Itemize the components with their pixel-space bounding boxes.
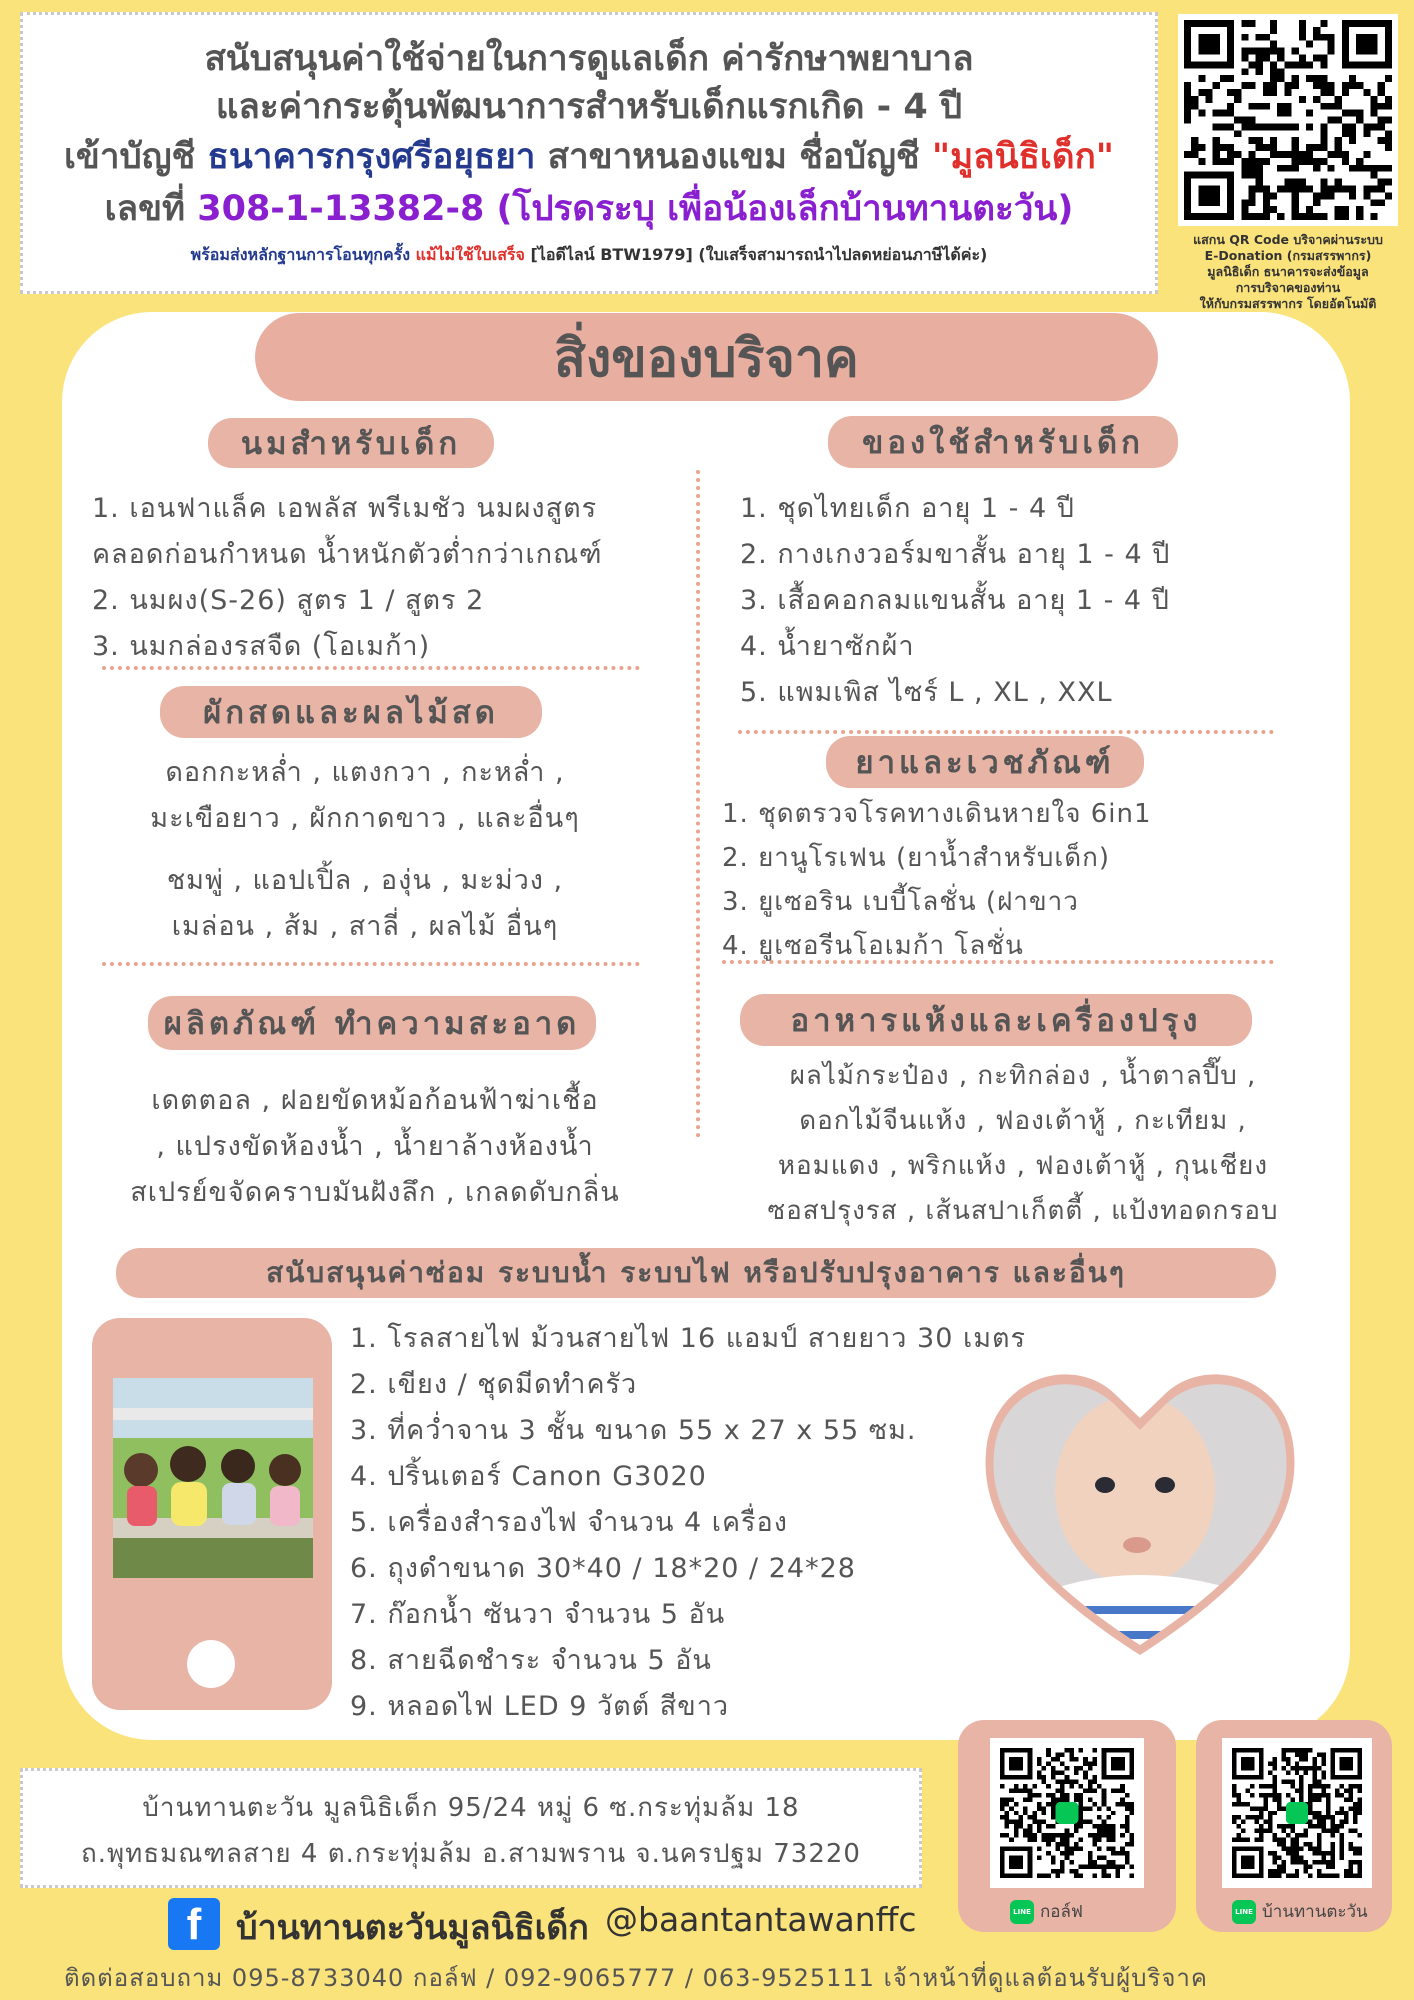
list-item: 3. ยูเซอริน เบบี้โลชั่น (ฝาขาว xyxy=(722,887,1079,917)
list-item: 3. นมกล่องรสจืด (โอเมก้า) xyxy=(92,631,431,662)
line-qr-code-baantantawan[interactable] xyxy=(1222,1738,1372,1888)
line-icon: LINE xyxy=(1010,1900,1034,1924)
list-item: 6. ถุงดำขนาด 30*40 / 18*20 / 24*28 xyxy=(350,1553,856,1584)
medicine-heading: ยาและเวชภัณฑ์ xyxy=(826,736,1144,788)
cleaning-list xyxy=(75,1078,675,1216)
facebook-page-name[interactable]: บ้านทานตะวันมูลนิธิเด็ก xyxy=(236,1908,589,1948)
produce-heading: ผักสดและผลไม้สด xyxy=(160,686,542,738)
line-qr-code-golf[interactable] xyxy=(990,1738,1144,1888)
text-line: ชมพู่ , แอปเปิ้ล , องุ่น , มะม่วง , xyxy=(166,865,564,896)
account-prefix: เลขที่ xyxy=(104,189,198,229)
address-box xyxy=(20,1768,922,1888)
supplies-list xyxy=(740,486,1170,716)
list-item: 9. หลอดไฟ LED 9 วัตต์ สีขาว xyxy=(350,1691,730,1722)
facebook-handle[interactable]: @baantantawanffc xyxy=(605,1900,917,1939)
facebook-icon[interactable]: f xyxy=(168,1898,220,1950)
produce-vegetables xyxy=(75,750,655,842)
qr-caption xyxy=(1168,232,1408,312)
list-item: 7. ก๊อกน้ำ ซันวา จำนวน 5 อัน xyxy=(350,1599,726,1630)
list-item: 1. เอนฟาแล็ค เอพลัส พรีเมชัว นมผงสูตร xyxy=(92,493,598,524)
page-title: สิ่งของบริจาค xyxy=(255,313,1158,401)
header-box xyxy=(20,12,1158,294)
bank-name: ธนาคารกรุงศรีอยุธยา xyxy=(207,137,536,177)
repair-list xyxy=(350,1316,1026,1730)
text-line: เดตตอล , ฝอยขัดหม้อก้อนฟ้าฆ่าเชื้อ xyxy=(151,1085,599,1116)
divider xyxy=(102,962,640,966)
milk-list xyxy=(92,486,603,670)
produce-fruits xyxy=(75,858,655,950)
list-item: 1. ชุดไทยเด็ก อายุ 1 - 4 ปี xyxy=(740,493,1075,524)
line-label-golf xyxy=(1010,1898,1083,1925)
qr-caption-line: การบริจาคของท่าน xyxy=(1235,280,1341,295)
qr-caption-line: มูลนิธิเด็ก ธนาคารจะส่งข้อมูล xyxy=(1207,264,1369,279)
bank-prefix: เข้าบัญชี xyxy=(63,137,208,177)
line-label-baantantawan xyxy=(1232,1898,1368,1925)
qr-caption-line: E-Donation (กรมสรรพากร) xyxy=(1204,248,1372,263)
list-item: คลอดก่อนกำหนด น้ำหนักตัวต่ำกว่าเกณฑ์ xyxy=(92,539,603,570)
divider xyxy=(102,666,640,670)
list-item: 8. สายฉีดชำระ จำนวน 5 อัน xyxy=(350,1645,712,1676)
edonation-qr-code[interactable] xyxy=(1178,14,1398,226)
text-line: ผลไม้กระป๋อง , กะทิกล่อง , น้ำตาลปี๊บ , xyxy=(789,1061,1257,1091)
divider xyxy=(722,960,1274,964)
line-contact-name: กอล์ฟ xyxy=(1040,1902,1083,1922)
text-line: สเปรย์ขจัดคราบมันฝังลึก , เกลดดับกลิ่น xyxy=(130,1177,620,1208)
list-item: 4. ยูเซอรีนโอเมก้า โลชั่น xyxy=(722,931,1024,961)
branch-text: สาขาหนองแขม ชื่อบัญชี xyxy=(535,137,932,177)
list-item: 5. แพมเพิส ไซร์ L , XL , XXL xyxy=(740,677,1113,708)
milk-heading: นมสำหรับเด็ก xyxy=(208,418,494,468)
cleaning-heading: ผลิตภัณฑ์ ทำความสะอาด xyxy=(148,996,596,1050)
account-number: 308-1-13382-8 (โปรดระบุ เพื่อน้องเล็กบ้านทานตะวัน) xyxy=(197,189,1074,229)
text-line: ดอกกะหล่ำ , แตงกวา , กะหล่ำ , xyxy=(165,757,565,788)
account-number-line xyxy=(23,183,1155,235)
transfer-note-a: พร้อมส่งหลักฐานการโอนทุกครั้ง xyxy=(190,245,416,264)
list-item: 2. กางเกงวอร์มขาสั้น อายุ 1 - 4 ปี xyxy=(740,539,1171,570)
contact-line: ติดต่อสอบถาม 095-8733040 กอล์ฟ / 092-9065777 / 063-9525111 เจ้าหน้าที่ดูแลต้อนรับผู้บริจาค xyxy=(64,1964,1208,1992)
list-item: 1. ชุดตรวจโรคทางเดินหายใจ 6in1 xyxy=(722,799,1152,829)
supplies-heading: ของใช้สำหรับเด็ก xyxy=(828,416,1178,468)
text-line: หอมแดง , พริกแห้ง , ฟองเต้าหู้ , กุนเชียง xyxy=(777,1151,1269,1181)
transfer-note-c: [ไอดีไลน์ BTW1979] (ใบเสร็จสามารถนำไปลดหย่อนภาษีได้ค่ะ) xyxy=(524,245,988,264)
list-item: 2. ยานูโรเฟน (ยาน้ำสำหรับเด็ก) xyxy=(722,843,1111,873)
divider xyxy=(738,730,1274,734)
dry-food-heading: อาหารแห้งและเครื่องปรุง xyxy=(740,994,1252,1046)
children-photo xyxy=(113,1378,313,1578)
baby-photo-heart xyxy=(985,1360,1295,1660)
text-line: มะเขือยาว , ผักกาดขาว , และอื่นๆ xyxy=(150,803,580,834)
header-bank-line xyxy=(23,131,1155,183)
text-line: ดอกไม้จีนแห้ง , ฟองเต้าหู้ , กะเทียม , xyxy=(799,1106,1247,1136)
dry-food-list xyxy=(698,1054,1348,1234)
text-line: ซอสปรุงรส , เส้นสปาเก็ตตี้ , แป้งทอดกรอบ xyxy=(767,1196,1279,1226)
text-line: เมล่อน , ส้ม , สาลี่ , ผลไม้ อื่นๆ xyxy=(171,911,559,942)
address-line-2: ถ.พุทธมณฑลสาย 4 ต.กระทุ่มล้ม อ.สามพราน จ.นครปฐม 73220 xyxy=(81,1839,861,1869)
column-divider xyxy=(696,470,700,1138)
list-item: 1. โรลสายไฟ ม้วนสายไฟ 16 แอมป์ สายยาว 30 เมตร xyxy=(350,1323,1027,1354)
transfer-note xyxy=(23,243,1155,268)
qr-caption-line: ให้กับกรมสรรพากร โดยอัตโนมัติ xyxy=(1199,296,1377,311)
text-line: , แปรงขัดห้องน้ำ , น้ำยาล้างห้องน้ำ xyxy=(156,1131,594,1162)
address-line-1: บ้านทานตะวัน มูลนิธิเด็ก 95/24 หมู่ 6 ซ.กระทุ่มล้ม 18 xyxy=(142,1793,800,1823)
qr-caption-line: แสกน QR Code บริจาคผ่านระบบ xyxy=(1193,232,1383,247)
phone-home-button xyxy=(187,1640,235,1688)
header-line-2: และค่ากระตุ้นพัฒนาการสำหรับเด็กแรกเกิด - 4 ปี xyxy=(215,87,963,127)
list-item: 4. ปริ้นเตอร์ Canon G3020 xyxy=(350,1461,707,1492)
line-contact-name: บ้านทานตะวัน xyxy=(1262,1902,1368,1922)
transfer-note-b: แม้ไม่ใช้ใบเสร็จ xyxy=(415,245,525,264)
header-line-1: สนับสนุนค่าใช้จ่ายในการดูแลเด็ก ค่ารักษาพยาบาล xyxy=(204,39,974,79)
list-item: 2. นมผง(S-26) สูตร 1 / สูตร 2 xyxy=(92,585,485,616)
line-icon: LINE xyxy=(1232,1900,1256,1924)
account-name: "มูลนิธิเด็ก" xyxy=(931,137,1115,177)
repair-heading: สนับสนุนค่าซ่อม ระบบน้ำ ระบบไฟ หรือปรับปรุงอาคาร และอื่นๆ xyxy=(116,1248,1276,1298)
list-item: 3. ที่คว่ำจาน 3 ชั้น ขนาด 55 x 27 x 55 ซม. xyxy=(350,1415,917,1446)
list-item: 5. เครื่องสำรองไฟ จำนวน 4 เครื่อง xyxy=(350,1507,788,1538)
list-item: 4. น้ำยาซักผ้า xyxy=(740,631,915,662)
medicine-list xyxy=(722,792,1152,968)
list-item: 2. เขียง / ชุดมีดทำครัว xyxy=(350,1369,638,1400)
list-item: 3. เสื้อคอกลมแขนสั้น อายุ 1 - 4 ปี xyxy=(740,585,1170,616)
